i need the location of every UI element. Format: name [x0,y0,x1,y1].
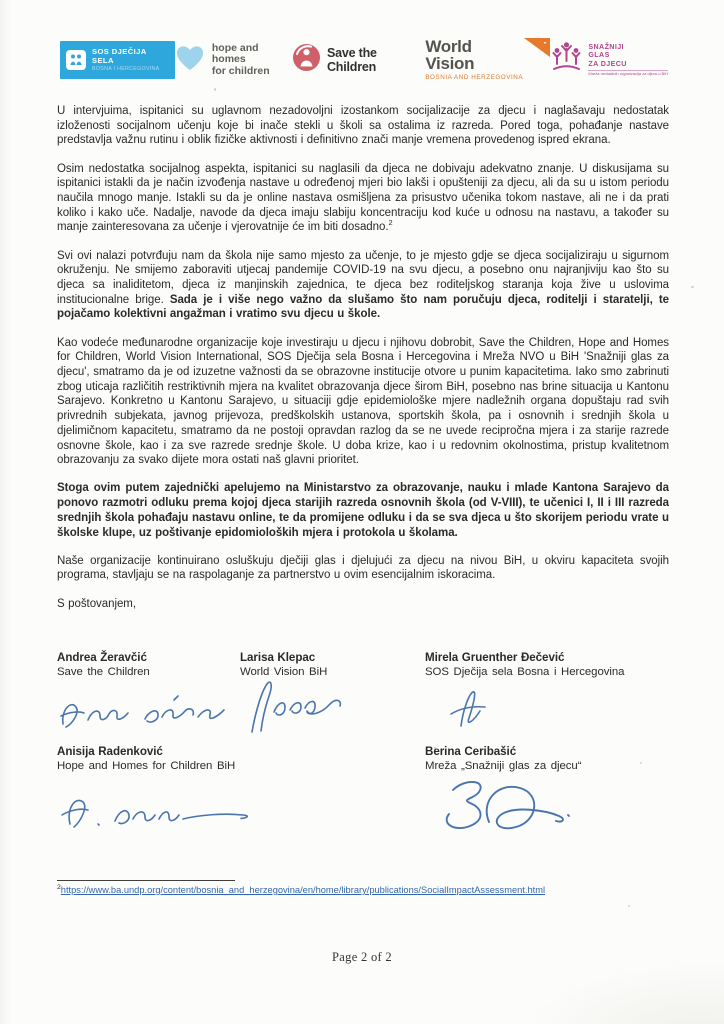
signatory-mirela [425,650,669,680]
sos-logo-line3: BOSNA I HERCEGOVINA [92,66,160,73]
signatory-name: Andrea Žeravčić [57,651,147,665]
sos-logo-text [92,48,160,73]
signatory-org: World Vision BiH [240,666,328,679]
closing-salutation: S poštovanjem, [57,597,136,610]
signature-mirela-gruenther [425,682,669,743]
paragraph-3-bold: Sada je i više nego važno da slušamo što nam poručuju djeca, roditelji i staratelji, te pojačamo kolektivni angažman i vratimo svu djecu u škole. [57,293,669,321]
hope-logo-line1: hope and homes [211,41,259,66]
paragraph-2-text: Osim nedostatka socijalnog aspekta, ispitanici su naglasili da djeca ne dobivaju adekvatno znanje. U diskusijama su ispitanici istakli da je način izvođenja nastave u određenoj mjeri bio lakši i opušteniji za djecu, ali da su u istom periodu naučila mnogo manje. Istakli su da je online nastava osmišljena za prisustvo učenika tokom nastave, ali ne i da prati koliko i kako uče. Nadalje, navode da djeca imaju slabiju koncentraciju kod kuće u odnosu na nastavu, a također su manje zainteresovana za učenje i vjerovatnije će im biti dosadno. [57,162,669,234]
signature-larisa-klepac [240,682,425,743]
paragraph-5-appeal [57,481,669,540]
sos-logo-line2: SELA [92,56,114,66]
scan-speck [214,88,216,91]
snazniji-logo-text [588,44,668,77]
footnote-line [57,884,669,895]
hope-logo-text [212,43,292,78]
signatory-name: Anisija Radenković [57,745,163,759]
paragraph-1: U intervjuima, ispitanici su uglavnom nezadovoljni izostankom socijalizacije za djecu i naglašavaju nedostatak izloženosti socijalnom učenju koje bi inače stekli u školi sa ostalima iz razreda. Pored toga, pohađanje nastave predstavlja važnu rutinu i oblik fizičke aktivnosti i definitivno znači manje vremena provedenog ispred ekrana. [57,105,669,147]
save-the-children-icon [292,43,321,77]
snazniji-figures-icon [550,42,583,78]
paragraph-6: Naše organizacije kontinuirano osluškuju dječiji glas i djelujući za djecu na nivou BiH, u okviru kapaciteta svojih programa, stavljaju se na raspolaganje za partnerstvo u ovim esencijalnim iskoracima. [57,554,669,582]
snazniji-line1: SNAŽNIJI [588,42,624,51]
save-the-children-wordmark: Save the Children [326,46,377,74]
hope-and-homes-logo [175,43,292,78]
world-vision-sub: BOSNIA AND HERZEGOVINA [425,74,524,82]
snazniji-glas-logo [550,42,668,78]
signatory-row-2 [57,744,669,774]
signatory-org: Save the Children [57,666,150,679]
signatory-name: Mirela Gruenther Đečević [425,651,565,665]
save-the-children-logo [292,43,425,77]
signatory-berina [425,744,669,774]
signature-images-row-1 [57,682,669,736]
signatory-org: Hope and Homes for Children BiH [57,760,236,773]
logo-bar [60,38,668,82]
page-number-label: Page 2 of 2 [332,950,392,964]
snazniji-line3: ZA DJECU [588,60,627,69]
snazniji-tagline: Mreža nevladinih organizacija za djecu u BiH [588,71,668,77]
footnote-link[interactable]: https://www.ba.undp.org/content/bosnia_and_herzegovina/en/home/library/publications/SocialImpactAssessment.html [60,885,546,896]
scan-speck [628,905,630,907]
signatory-anisija [57,744,425,774]
world-vision-flag-icon [524,38,550,61]
paragraph-4: Kao vodeće međunarodne organizacije koje investiraju u djecu i njihovu dobrobit, Save the Children, Hope and Homes for Children, World Vision International, SOS Dječija sela Bosna i Hercegovina i Mreža NVO u BiH 'Snažniji glas za djecu', smatramo da je od izuzetne važnosti da se obrazovne institucije otvore u punim kapacitetima. Iako smo zabrinuti zbog uticaja različitih restriktivnih mjera na kvalitet obrazovanja djece širom BiH, posebno nas brine situacija u Kantonu Sarajevo. Konkretno u Kantonu Sarajevo, u situaciji gdje epidemiološke mjere nadležnih organa dopuštaju rad svih privrednih subjekata, javnog prijevoza, predškolskih ustanova, sportskih škola, pa i osnovnih i srednjih škola u djelimičnom kapacitetu, smatramo da ne postoji opravdan razlog da se ne uvede recipročna mjera i za starije razrede osnovne škole, kao i za sve razrede srednje škole. U doba krize, kao i u redovnim okolnostima, pristup kvalitetnom obrazovanju za svako dijete mora ostati naš glavni prioritet. [57,336,669,467]
signature-berina-ceribasic [425,776,669,847]
world-vision-logo [425,38,550,81]
sos-children-icon [66,50,86,70]
snazniji-line2: GLAS [588,51,610,60]
sos-djecija-sela-logo [60,41,175,79]
signature-andrea-zeravcic [57,682,240,743]
footnote-block [57,880,669,895]
world-vision-wordmark: World Vision [425,37,475,74]
paragraph-3 [57,249,669,323]
footnote-separator [57,880,235,881]
letter-body [57,104,669,840]
heart-icon [175,44,205,76]
signatory-row-1 [57,650,669,680]
scan-speck [434,747,436,750]
hope-logo-line2: for children [211,64,270,77]
paragraph-3-text: Svi ovi nalazi potvrđuju nam da škola nije samo mjesto za učenje, to je mjesto gdje se djeca socijaliziraju u sigurnom okruženju. Ne smijemo zaboraviti utjecaj pandemije COVID-19 na svu djecu, a posebno onu najranjiviju kao što su djeca sa inaliditetom, djeca iz manjinskih zajednica, te djeca bez roditeljskog staranja koja žive u uslovima institucionalne brige. [57,249,669,306]
signatory-org: SOS Dječija sela Bosna i Hercegovina [425,666,625,679]
signature-images-row-2 [57,776,669,840]
sos-logo-line1: SOS DJEČIJA [92,46,147,56]
paragraph-5-bold: Stoga ovim putem zajednički apelujemo na Ministarstvo za obrazovanje, nauku i mlade Kantona Sarajevo da ponovo razmotri odluku prema kojoj djeca starijih razreda osnovnih škola (od V-VIII), te učenici I, II i III razreda srednjih škola pohađaju nastavu online, te da promijene odluku i da se sva djeca u što skorijem periodu vrate u školske klupe, uz poštivanje epidomioloških mjera i protokola u školama. [57,482,669,539]
signatory-andrea [57,650,240,680]
paragraph-2 [57,162,669,236]
signatory-name: Berina Ceribašić [425,745,517,759]
scan-speck [691,286,694,288]
signature-anisija-radenkovic [57,776,425,847]
signatory-org: Mreža „Snažniji glas za djecu“ [425,760,582,773]
signatory-name: Larisa Klepac [240,651,316,665]
scan-speck [640,762,642,764]
footnote-reference-2: 2 [388,218,393,228]
footnote-marker: 2 [57,884,61,891]
